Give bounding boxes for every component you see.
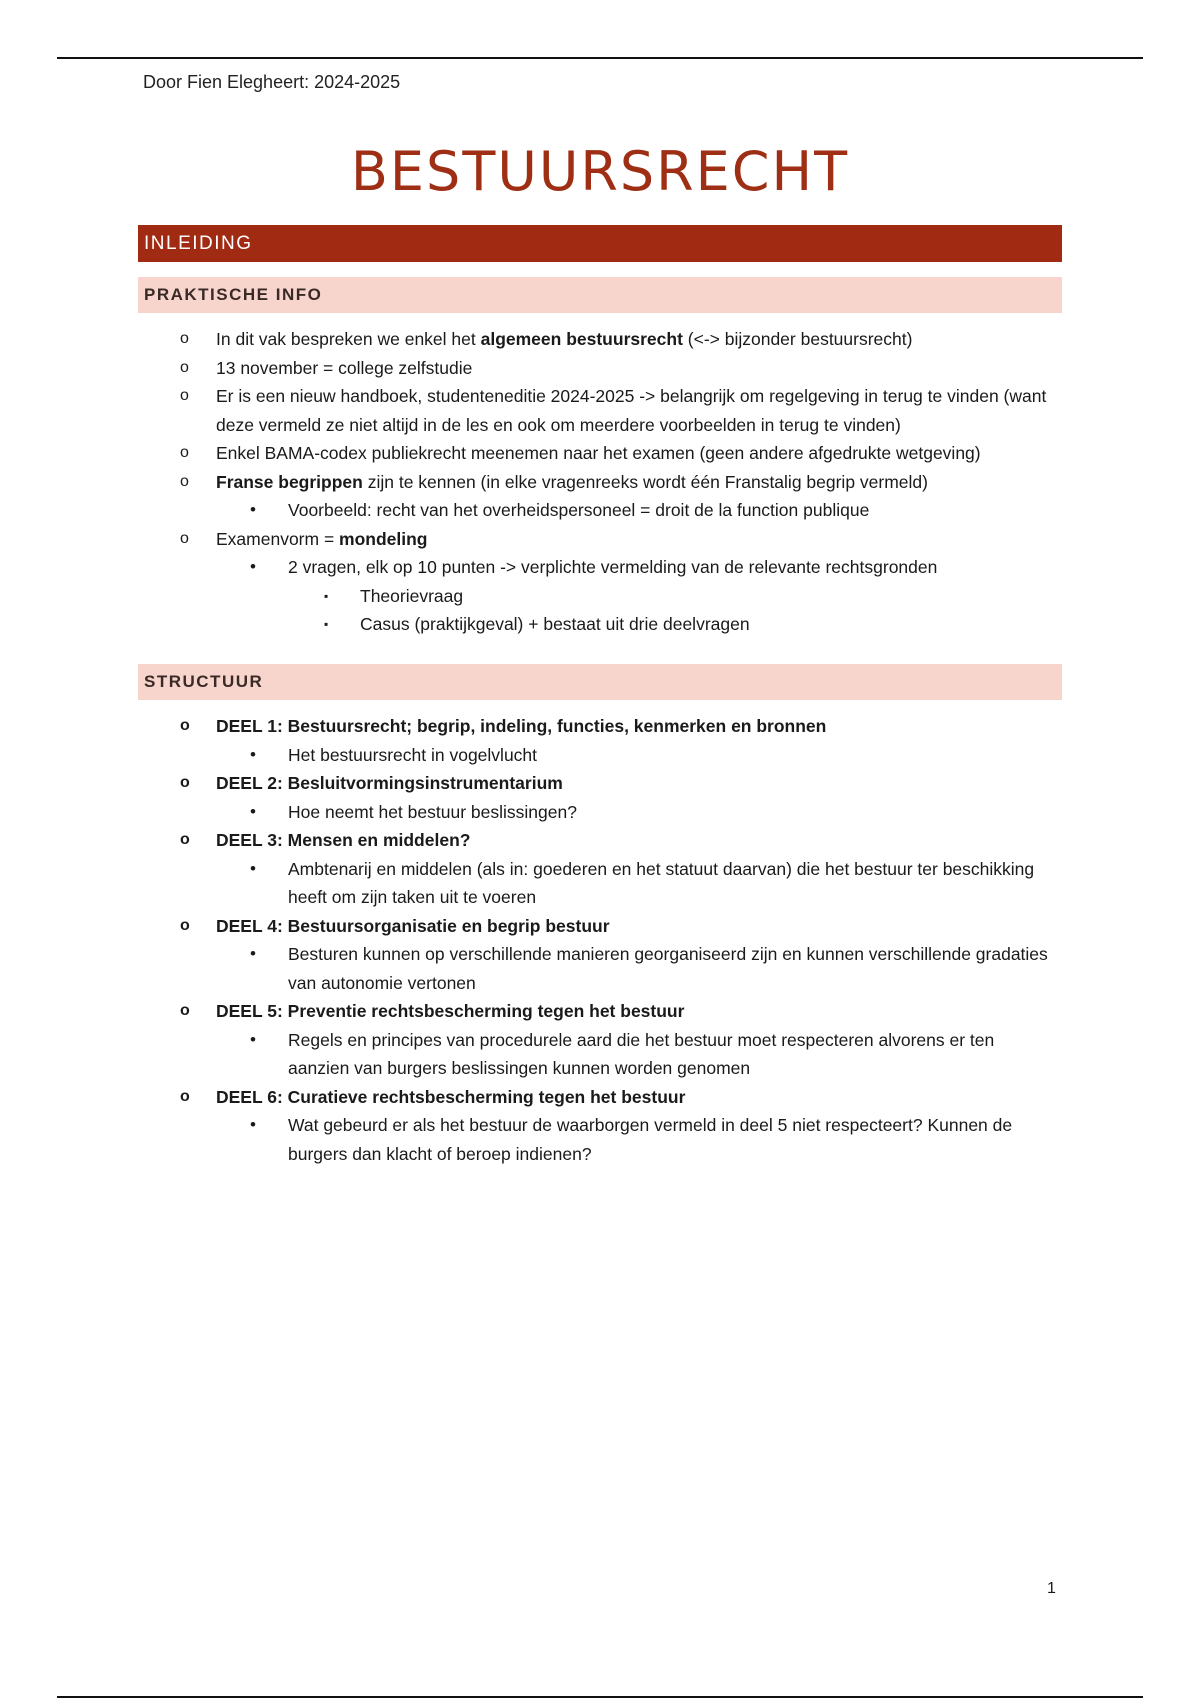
circle-bullet-icon: o xyxy=(180,1002,190,1019)
page-title: BESTUURSRECHT xyxy=(350,140,850,203)
subheading-praktische-info: PRAKTISCHE INFO xyxy=(138,277,1062,313)
bullet-icon: • xyxy=(250,744,256,764)
list-item: o Er is een nieuw handboek, studenteneditie 2024-2025 -> belangrijk om regelgeving in terug te vinden (want deze vermeld ze niet altijd in de les en ook om meerdere voorbeelden in terug te vinden) xyxy=(0,382,1200,439)
circle-bullet-icon: o xyxy=(180,472,189,490)
circle-bullet-icon: o xyxy=(180,916,190,934)
list-item: o Enkel BAMA-codex publiekrecht meenemen naar het examen (geen andere afgedrukte wetgeving) xyxy=(0,439,1200,468)
list-item-deel-4: o DEEL 4: Bestuursorganisatie en begrip bestuur xyxy=(0,912,1200,941)
list-item: ▪ Casus (praktijkgeval) + bestaat uit drie deelvragen xyxy=(0,610,1200,639)
list-item: ▪ Theorievraag xyxy=(0,582,1200,611)
circle-bullet-icon: o xyxy=(180,831,190,848)
list-item: • Besturen kunnen op verschillende manieren georganiseerd zijn en kunnen verschillende gradaties van autonomie vertonen xyxy=(0,940,1200,997)
circle-bullet-icon: o xyxy=(180,1087,190,1105)
list-item: • Hoe neemt het bestuur beslissingen? xyxy=(0,798,1200,827)
circle-bullet-icon: o xyxy=(180,529,189,547)
square-bullet-icon: ▪ xyxy=(324,588,329,603)
bottom-rule xyxy=(57,1696,1143,1698)
list-item: • Wat gebeurd er als het bestuur de waarborgen vermeld in deel 5 niet respecteert? Kunnen de burgers dan klacht of beroep indienen? xyxy=(0,1111,1200,1168)
circle-bullet-icon: o xyxy=(180,444,189,461)
bullet-icon: • xyxy=(250,801,256,821)
list-item-deel-5: o DEEL 5: Preventie rechtsbescherming tegen het bestuur xyxy=(0,997,1200,1026)
list-item: o In dit vak bespreken we enkel het algemeen bestuursrecht (<-> bijzonder bestuursrecht) xyxy=(0,325,1200,354)
list-item: • 2 vragen, elk op 10 punten -> verplichte vermelding van de relevante rechtsgronden xyxy=(0,553,1200,582)
praktische-info-list xyxy=(0,325,1200,639)
circle-bullet-icon: o xyxy=(180,330,189,347)
bullet-icon: • xyxy=(250,557,256,576)
author-line: Door Fien Elegheert: 2024-2025 xyxy=(143,72,401,92)
subheading-structuur: STRUCTUUR xyxy=(138,664,1062,700)
circle-bullet-icon: o xyxy=(180,358,189,376)
list-item: o Examenvorm = mondeling xyxy=(0,525,1200,554)
list-item: o Franse begrippen zijn te kennen (in elke vragenreeks wordt één Franstalig begrip vermeld) xyxy=(0,468,1200,497)
circle-bullet-icon: o xyxy=(180,774,190,791)
bullet-icon: • xyxy=(250,858,256,878)
bullet-icon: • xyxy=(250,500,256,519)
bullet-icon: • xyxy=(250,944,256,963)
section-heading-inleiding: INLEIDING xyxy=(138,225,1062,262)
circle-bullet-icon: o xyxy=(180,717,190,734)
list-item-deel-3: o DEEL 3: Mensen en middelen? xyxy=(0,826,1200,855)
bullet-icon: • xyxy=(250,1115,256,1134)
list-item: o 13 november = college zelfstudie xyxy=(0,354,1200,383)
list-item: • Voorbeeld: recht van het overheidspersoneel = droit de la function publique xyxy=(0,496,1200,525)
structuur-list xyxy=(0,712,1200,1168)
square-bullet-icon: ▪ xyxy=(324,617,329,631)
list-item-deel-6: o DEEL 6: Curatieve rechtsbescherming tegen het bestuur xyxy=(0,1083,1200,1112)
list-item-deel-1: o DEEL 1: Bestuursrecht; begrip, indeling, functies, kenmerken en bronnen xyxy=(0,712,1200,741)
page-number: 1 xyxy=(1047,1580,1056,1597)
list-item-deel-2: o DEEL 2: Besluitvormingsinstrumentarium xyxy=(0,769,1200,798)
list-item: • Het bestuursrecht in vogelvlucht xyxy=(0,741,1200,770)
top-rule xyxy=(57,57,1143,59)
bullet-icon: • xyxy=(250,1029,256,1049)
list-item: • Ambtenarij en middelen (als in: goederen en het statuut daarvan) die het bestuur ter beschikking heeft om zijn taken uit te voeren xyxy=(0,855,1200,912)
circle-bullet-icon: o xyxy=(180,387,189,404)
list-item: • Regels en principes van procedurele aard die het bestuur moet respecteren alvorens er ten aanzien van burgers beslissingen kunnen worden genomen xyxy=(0,1026,1200,1083)
